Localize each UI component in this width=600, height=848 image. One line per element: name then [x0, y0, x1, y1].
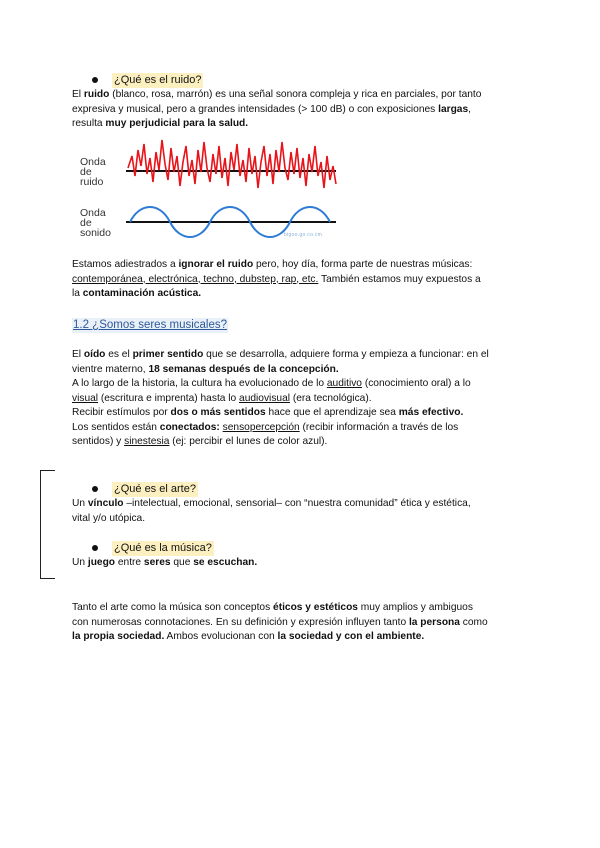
text-line: contemporánea, electrónica, techno, dubstep, rap, etc. También estamos muy expuestos a — [72, 273, 481, 285]
paragraph-arte — [72, 497, 522, 526]
noise-vs-sound-diagram — [76, 136, 346, 244]
text-line: vientre materno, 18 semanas después de la concepción. — [72, 363, 339, 375]
text-line: resulta muy perjudicial para la salud. — [72, 118, 249, 129]
text-line: vital y/o utópica. — [72, 512, 146, 524]
sound-wave-label: Onda de sonido — [80, 207, 111, 239]
text-line: El oído es el primer sentido que se desarrolla, adquiere forma y empieza a funcionar: en el — [72, 349, 489, 360]
text-line: Los sentidos están conectados: sensopercepción (recibir información a través de los — [72, 421, 459, 433]
question-ruido: ¿Qué es el ruido? — [114, 74, 202, 86]
text-line: la contaminación acústica. — [72, 288, 202, 299]
bullet-arte — [92, 482, 198, 497]
bullet-dot — [92, 545, 98, 551]
text-line: Un vínculo –intelectual, emocional, sensorial– con “nuestra comunidad” ética y estética, — [72, 498, 471, 509]
text-line: A lo largo de la historia, la cultura ha evolucionado de lo auditivo (conocimiento oral) a lo — [72, 378, 471, 389]
text-line: con numerosas connotaciones. En su definición y expresión influyen tanto la persona como — [72, 616, 488, 628]
question-arte: ¿Qué es el arte? — [114, 483, 196, 495]
left-bracket — [40, 470, 55, 579]
image-credit: bigoo.go.co.cm — [284, 232, 323, 238]
bullet-ruido — [92, 73, 203, 88]
noise-wave — [128, 140, 336, 188]
text-line: Recibir estímulos por dos o más sentidos hace que el aprendizaje sea más efectivo. — [72, 407, 464, 418]
paragraph-conclusion — [72, 601, 522, 645]
text-line: El ruido (blanco, rosa, marrón) es una señal sonora compleja y rica en parciales, por tanto — [72, 89, 482, 100]
bullet-dot — [92, 486, 98, 492]
text-line: Tanto el arte como la música son conceptos éticos y estéticos muy amplios y ambiguos — [72, 602, 473, 613]
paragraph-oido — [72, 348, 522, 450]
text-line: visual (escritura e imprenta) hasta lo audiovisual (era tecnológica). — [72, 392, 372, 404]
noise-wave-label: Onda de ruido — [80, 156, 106, 188]
section-heading: 1.2 ¿Somos seres musicales? — [73, 319, 228, 331]
text-line: expresiva y musical, pero a grandes intensidades (> 100 dB) o con exposiciones largas, — [72, 103, 471, 115]
bullet-dot — [92, 77, 98, 83]
paragraph-adiestrados — [72, 258, 522, 302]
bullet-musica — [92, 541, 214, 556]
text-line: Estamos adiestrados a ignorar el ruido pero, hoy día, forma parte de nuestras músicas: — [72, 259, 473, 270]
paragraph-ruido — [72, 88, 522, 132]
text-line: la propia sociedad. Ambos evolucionan con la sociedad y con el ambiente. — [72, 631, 425, 642]
text-line: sentidos) y sinestesia (ej: percibir el lunes de color azul). — [72, 436, 328, 447]
text-line: Un juego entre seres que se escuchan. — [72, 557, 258, 568]
paragraph-musica — [72, 556, 522, 571]
question-musica: ¿Qué es la música? — [114, 542, 212, 554]
